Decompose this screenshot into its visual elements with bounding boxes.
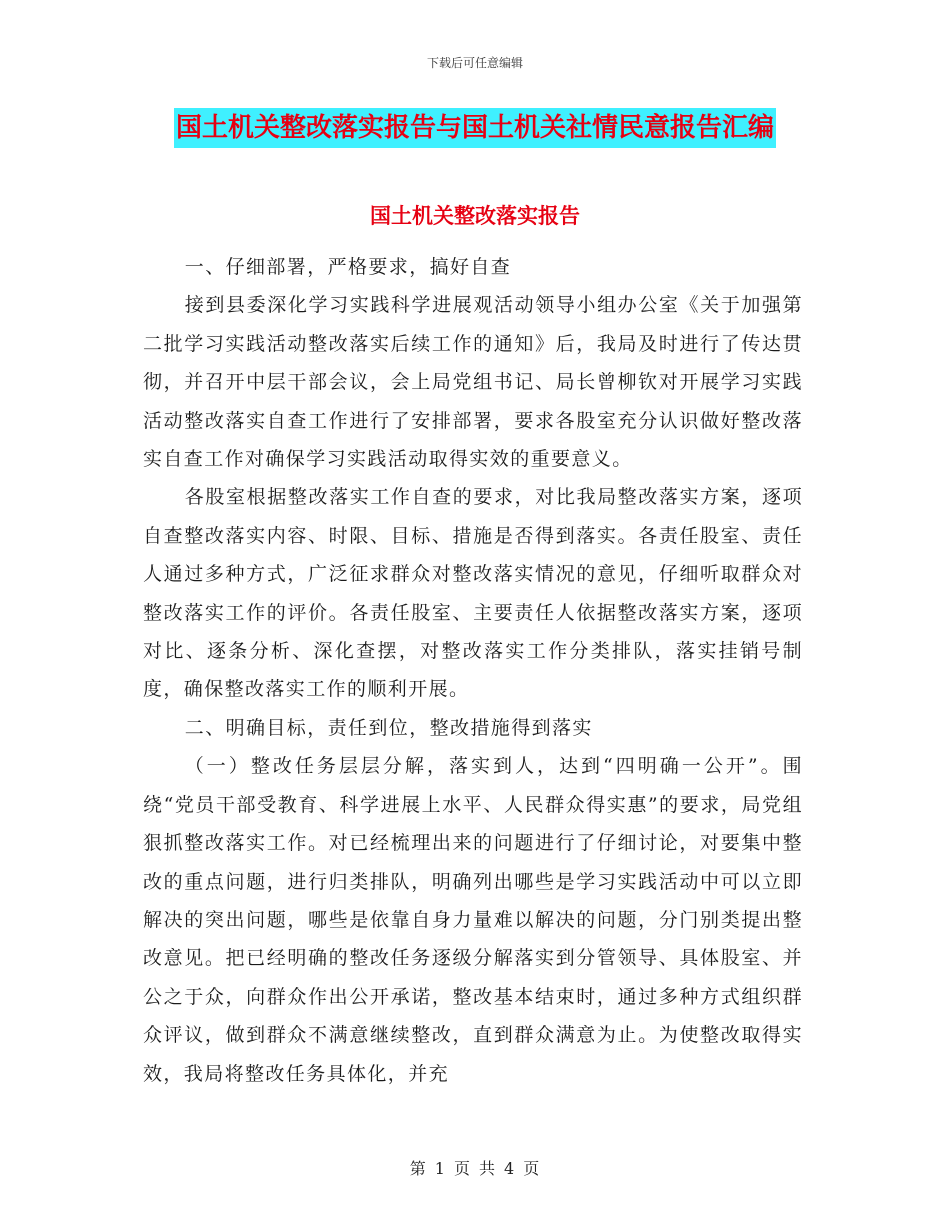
footer-page-total: 4 xyxy=(504,1159,516,1178)
footer-total-prefix: 共 xyxy=(479,1159,497,1178)
paragraph-1: 接到县委深化学习实践科学进展观活动领导小组办公室《关于加强第二批学习实践活动整改落实后续工作的通知》后，我局及时进行了传达贯彻，并召开中层干部会议，会上局党组书记、局长曾柳钦对开展学习实践活动整改落实自查工作进行了安排部署，要求各股室充分认识做好整改落实自查工作对确保学习实践活动取得实效的重要意义。 xyxy=(143,294,803,471)
page-footer xyxy=(0,1156,950,1179)
document-body xyxy=(143,248,803,1093)
document-title-wrap xyxy=(0,108,950,148)
paragraph-3: （一）整改任务层层分解，落实到人，达到“四明确一公开”。围绕“党员干部受教育、科学进展上水平、人民群众得实惠”的要求，局党组狠抓整改落实工作。对已经梳理出来的问题进行了仔细讨论，对要集中整改的重点问题，进行归类排队，明确列出哪些是学习实践活动中可以立即解决的突出问题，哪些是依靠自身力量难以解决的问题，分门别类提出整改意见。把已经明确的整改任务逐级分解落实到分管领导、具体股室、并公之于众，向群众作出公开承诺，整改基本结束时，通过多种方式组织群众评议，做到群众不满意继续整改，直到群众满意为止。为使整改取得实效，我局将整改任务具体化，并充 xyxy=(143,755,803,1085)
section-title: 国土机关整改落实报告 xyxy=(370,203,580,228)
heading-2: 二、明确目标，责任到位，整改措施得到落实 xyxy=(184,716,593,739)
paragraph-2: 各股室根据整改落实工作自查的要求，对比我局整改落实方案，逐项自查整改落实内容、时限、目标、措施是否得到落实。各责任股室、责任人通过多种方式，广泛征求群众对整改落实情况的意见，仔细听取群众对整改落实工作的评价。各责任股室、主要责任人依据整改落实方案，逐项对比、逐条分析、深化查摆，对整改落实工作分类排队，落实挂销号制度，确保整改落实工作的顺利开展。 xyxy=(143,486,803,701)
footer-mid: 页 xyxy=(453,1159,471,1178)
document-title: 国土机关整改落实报告与国土机关社情民意报告汇编 xyxy=(174,108,776,148)
heading-1: 一、仔细部署，严格要求，搞好自查 xyxy=(184,256,512,278)
footer-page-current: 1 xyxy=(434,1159,446,1178)
header-note: 下载后可任意编辑 xyxy=(426,56,523,70)
footer-suffix: 页 xyxy=(523,1159,541,1178)
footer-prefix: 第 xyxy=(409,1159,427,1178)
